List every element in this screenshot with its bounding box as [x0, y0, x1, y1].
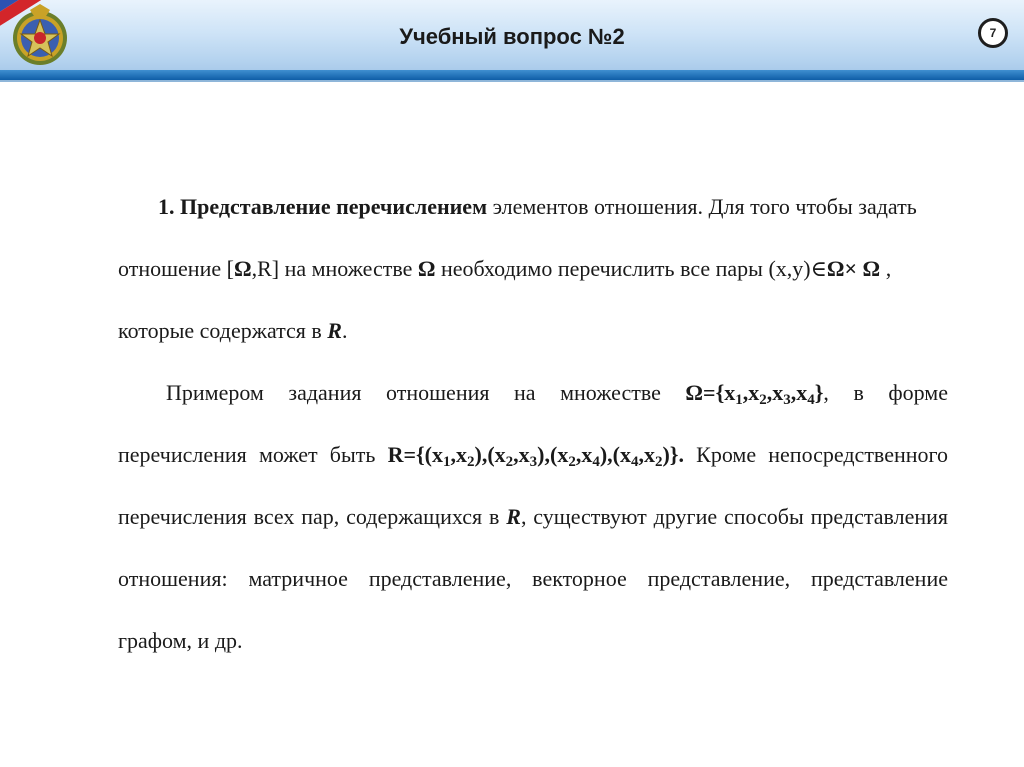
- omega-set: $\Omega=\{x_1,x_2,x_3,x_4\}$: [685, 380, 824, 408]
- text-segment: ,R] на множестве: [251, 256, 418, 281]
- header-band: [0, 70, 1024, 80]
- slide-header: [0, 0, 1024, 80]
- omega-symbol: Ω: [417, 256, 436, 281]
- text-segment: , в форме перечисления может быть: [118, 380, 948, 467]
- slide-title: Учебный вопрос №2: [399, 24, 625, 49]
- text-segment: необходимо перечислить все пары (x,y)∈: [435, 256, 827, 281]
- relation-symbol: R: [506, 504, 521, 529]
- text-segment: Кроме непосредственного перечисления всех пар, содержащихся в: [118, 442, 948, 529]
- text-segment: , которые содержатся в: [118, 256, 892, 343]
- slide-body: [118, 176, 948, 672]
- paragraph-enumeration: [118, 176, 948, 362]
- omega-symbol: Ω: [233, 256, 252, 281]
- header-divider: [0, 80, 1024, 82]
- relation-set: $R=\{(x_1,x_2),(x_2,x_3),(x_2,x_4),(x_4,x_2)\}$.: [387, 442, 684, 470]
- page-number-badge: 7: [978, 18, 1008, 48]
- paragraph-example: [118, 362, 948, 672]
- cartesian-product: Ω× Ω: [826, 256, 881, 281]
- paragraph-lead: 1. Представление перечислением: [158, 194, 488, 219]
- text-segment: .: [341, 318, 348, 343]
- text-segment: , существуют другие способы представления отношения: матричное представление, векторное представление, представление графом, и др.: [118, 504, 948, 653]
- relation-symbol: R: [327, 318, 342, 343]
- text-segment: элементов отношения. Для того чтобы задать отношение [: [118, 194, 917, 281]
- military-academy-emblem: [12, 4, 68, 70]
- text-segment: Примером задания отношения на множестве: [166, 380, 686, 405]
